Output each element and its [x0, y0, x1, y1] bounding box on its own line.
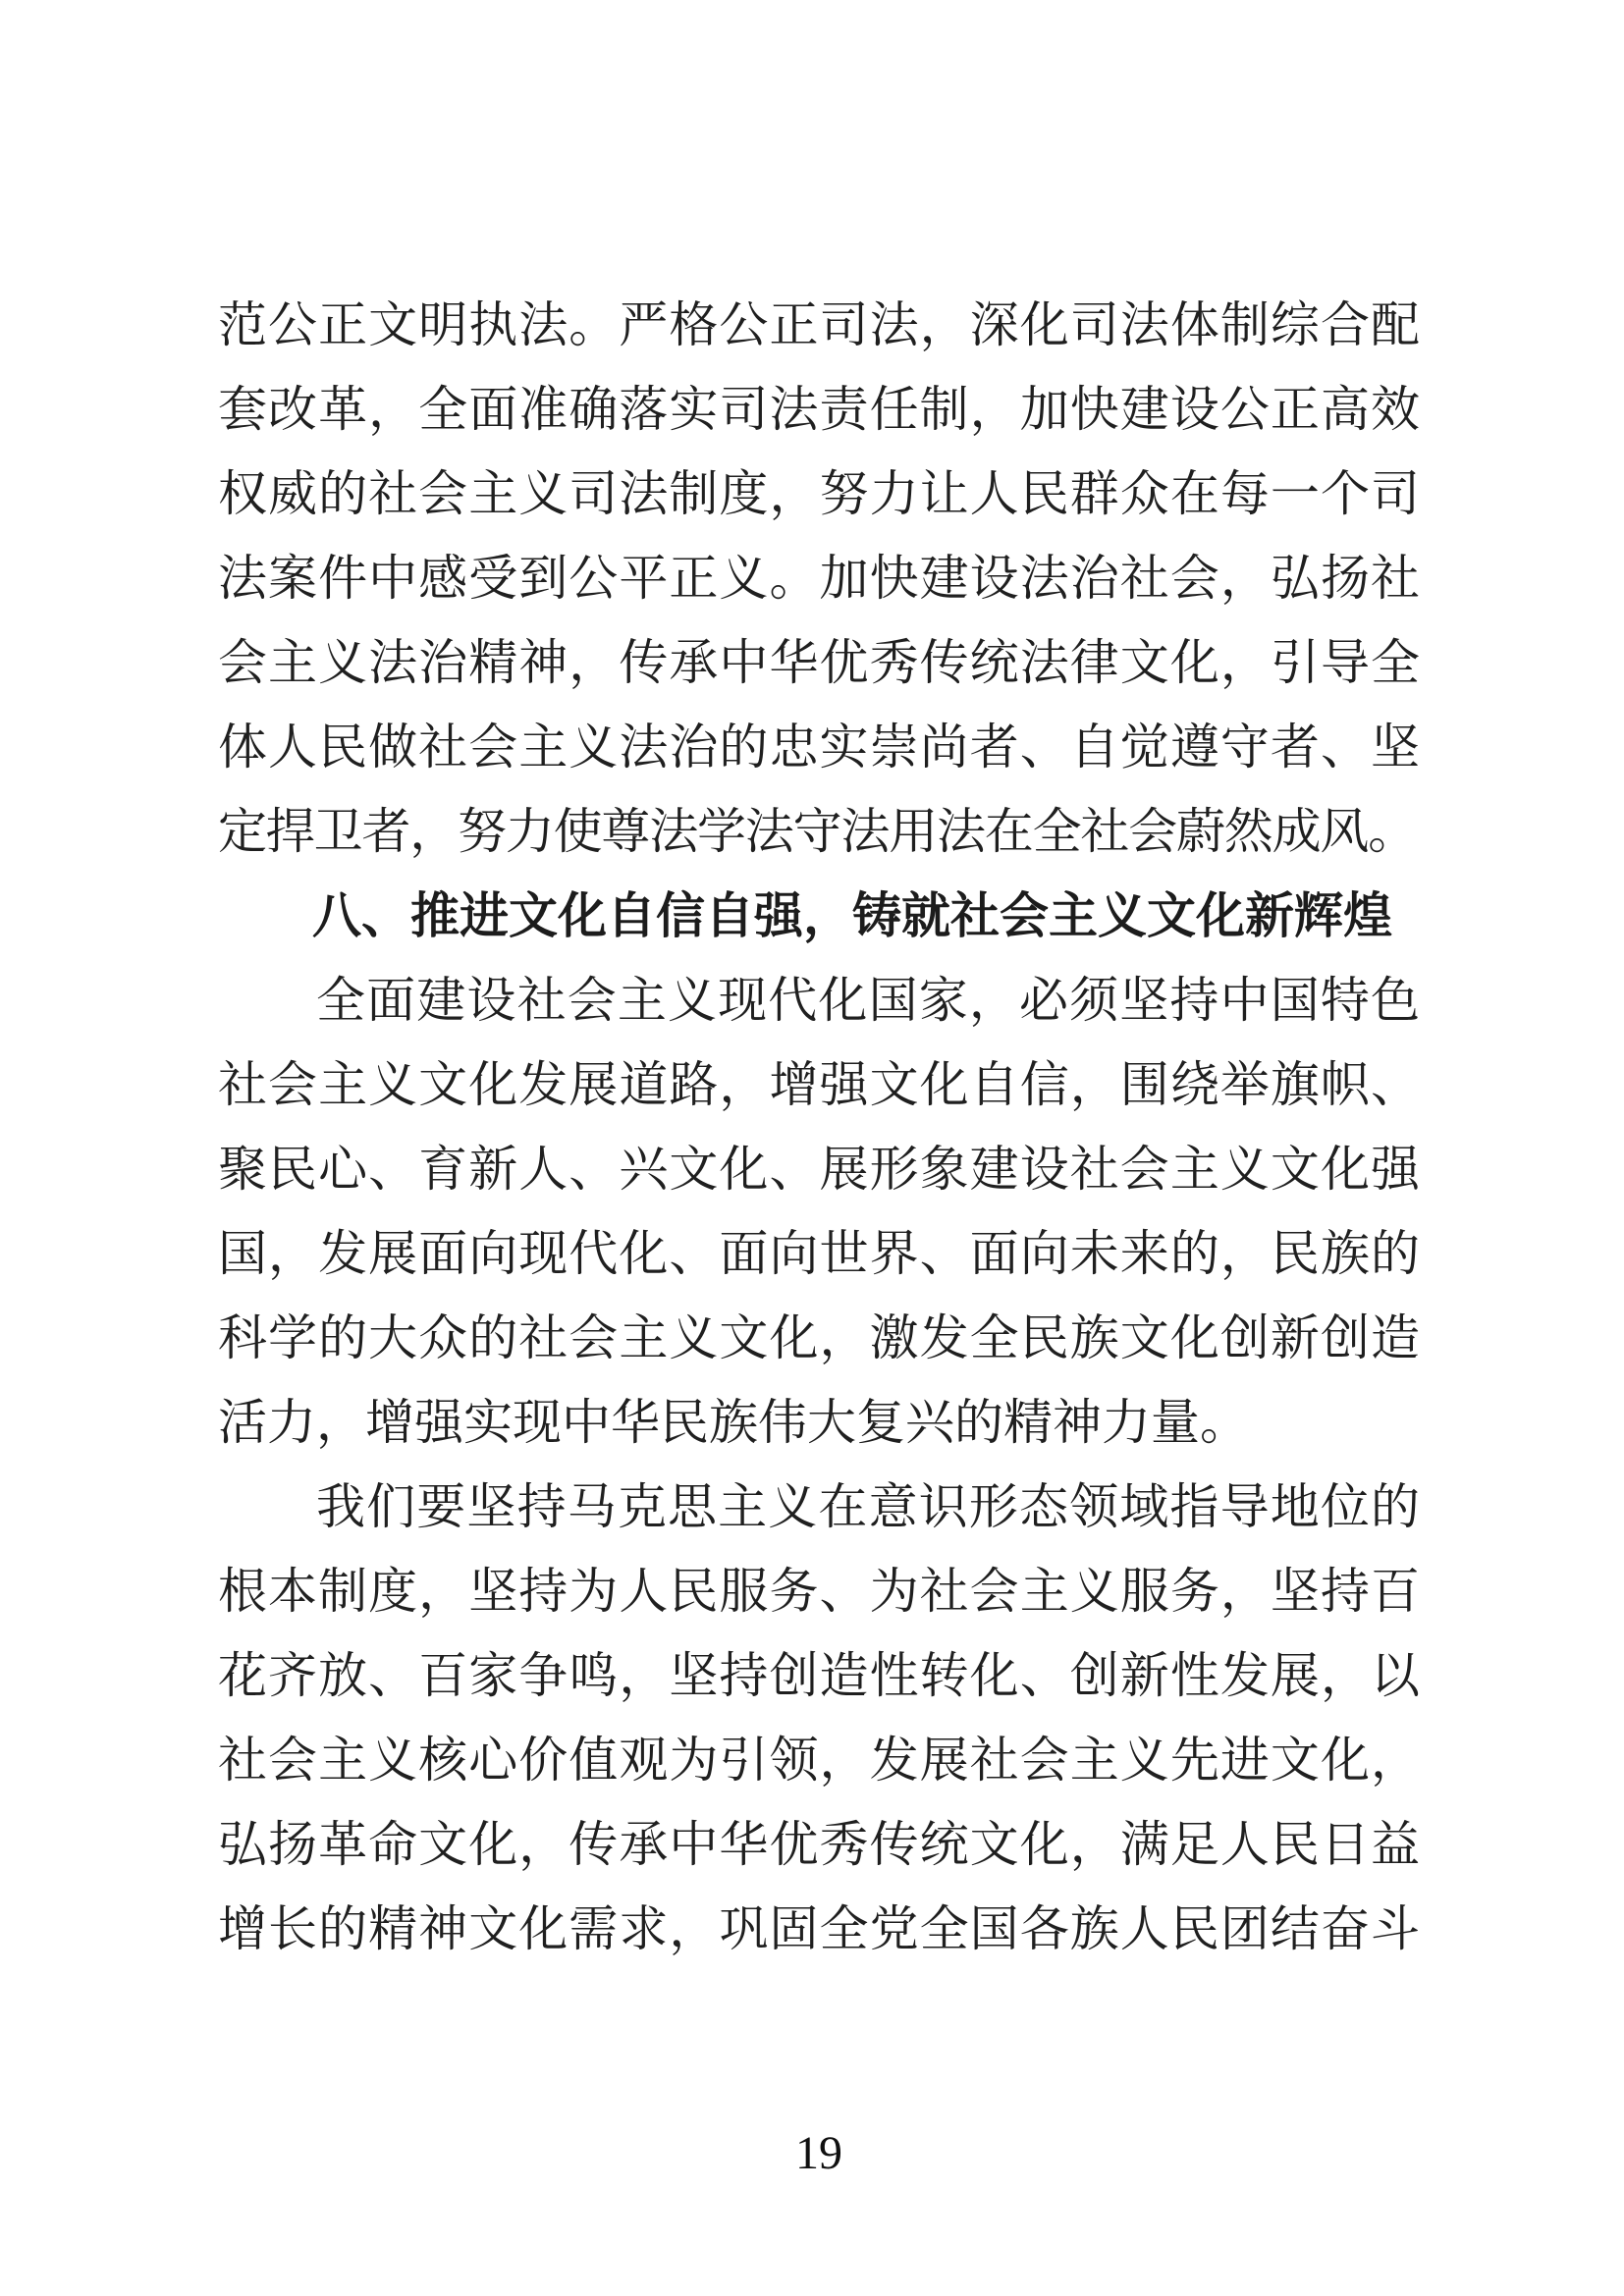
text-line: 活力，增强实现中华民族伟大复兴的精神力量。: [218, 1395, 1249, 1450]
text-line: 社会主义文化发展道路，增强文化自信，围绕举旗帜、: [218, 1057, 1420, 1112]
text-block: [218, 283, 1420, 1971]
text-line: 权威的社会主义司法制度，努力让人民群众在每一个司: [218, 466, 1420, 521]
text-line: 定捍卫者，努力使尊法学法守法用法在全社会蔚然成风。: [218, 804, 1416, 859]
text-line: 科学的大众的社会主义文化，激发全民族文化创新创造: [218, 1310, 1420, 1365]
text-line: 增长的精神文化需求，巩固全党全国各族人民团结奋斗: [218, 1901, 1420, 1956]
text-line: 体人民做社会主义法治的忠实崇尚者、自觉遵守者、坚: [218, 720, 1420, 774]
text-line: 套改革，全面准确落实司法责任制，加快建设公正高效: [218, 382, 1420, 437]
text-line: 会主义法治精神，传承中华优秀传统法律文化，引导全: [218, 635, 1420, 690]
text-line: 全面建设社会主义现代化国家，必须坚持中国特色: [316, 973, 1420, 1028]
section-heading: 八、推进文化自信自强，铸就社会主义文化新辉煌: [312, 888, 1392, 943]
text-line: 聚民心、育新人、兴文化、展形象建设社会主义文化强: [218, 1142, 1420, 1197]
text-line: 社会主义核心价值观为引领，发展社会主义先进文化，: [218, 1733, 1420, 1788]
text-line: 我们要坚持马克思主义在意识形态领域指导地位的: [316, 1479, 1420, 1534]
text-line: 法案件中感受到公平正义。加快建设法治社会，弘扬社: [218, 551, 1420, 606]
text-line: 根本制度，坚持为人民服务、为社会主义服务，坚持百: [218, 1564, 1420, 1619]
text-line: 花齐放、百家争鸣，坚持创造性转化、创新性发展，以: [218, 1648, 1420, 1703]
text-line: 范公正文明执法。严格公正司法，深化司法体制综合配: [218, 297, 1420, 352]
text-line: 国，发展面向现代化、面向世界、面向未来的，民族的: [218, 1226, 1420, 1281]
page-number: 19: [795, 2127, 842, 2179]
text-line: 弘扬革命文化，传承中华优秀传统文化，满足人民日益: [218, 1817, 1420, 1872]
